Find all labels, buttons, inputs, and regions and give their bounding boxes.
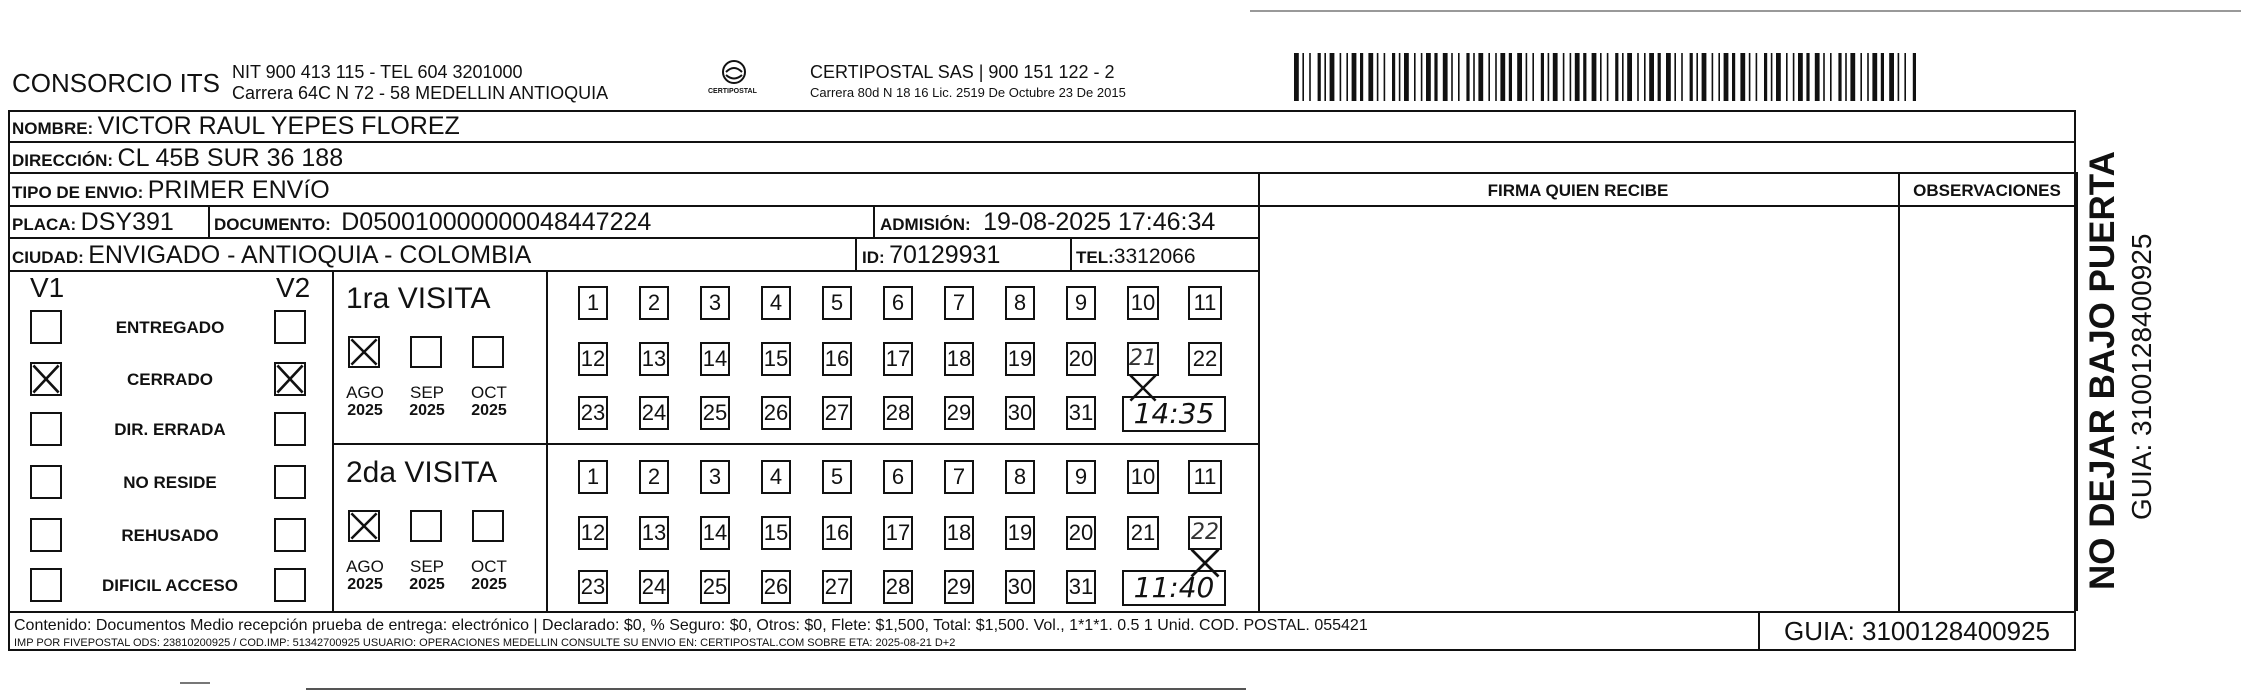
day-box[interactable]: 15 (761, 516, 791, 550)
shipment-type-value: PRIMER ENVíO (147, 176, 330, 204)
tel-label: TEL: (1076, 248, 1114, 267)
day-box[interactable]: 9 (1066, 460, 1096, 494)
day-box[interactable]: 9 (1066, 286, 1096, 320)
day-box[interactable]: 27 (822, 570, 852, 604)
company-name: CONSORCIO ITS (12, 68, 221, 98)
v2-checkbox[interactable] (274, 412, 306, 446)
day-box[interactable]: 22 (1188, 342, 1222, 376)
v1-checkbox[interactable] (30, 412, 62, 446)
year-label: 2025 (347, 576, 383, 593)
day-box[interactable]: 2 (639, 286, 669, 320)
year-label: 2025 (409, 402, 445, 419)
visit-title: 2da VISITA (346, 456, 498, 489)
day-box[interactable]: 26 (761, 396, 791, 430)
status-label: NO RESIDE (123, 473, 217, 492)
day-box[interactable]: 7 (944, 286, 974, 320)
print-info-line: IMP POR FIVEPOSTAL ODS: 23810200925 / COD.IMP: 51342700925 USUARIO: OPERACIONES MEDELLIN CONSULTE SU ENVIO EN: CERTIPOSTAL.COM SOBRE ETA: 2025-08-21 D+2 (14, 637, 956, 649)
carrier-info-line1: CERTIPOSTAL SAS | 900 151 122 - 2 (810, 62, 1115, 82)
day-box[interactable]: 30 (1005, 570, 1035, 604)
id-value: 70129931 (889, 241, 1001, 269)
month-checkbox[interactable] (348, 510, 380, 542)
day-box[interactable]: 12 (578, 342, 608, 376)
month-label: SEP (409, 557, 445, 576)
day-box[interactable]: 15 (761, 342, 791, 376)
day-box[interactable]: 7 (944, 460, 974, 494)
day-box[interactable]: 14 (700, 516, 730, 550)
day-box[interactable]: 11 (1188, 460, 1222, 494)
day-box[interactable]: 19 (1005, 516, 1035, 550)
plate-value: DSY391 (80, 208, 174, 236)
day-box[interactable]: 19 (1005, 342, 1035, 376)
day-box[interactable]: 10 (1127, 460, 1159, 494)
day-box[interactable]: 30 (1005, 396, 1035, 430)
certipostal-logo (704, 58, 764, 102)
day-box[interactable]: 24 (639, 570, 669, 604)
city-value: ENVIGADO - ANTIOQUIA - COLOMBIA (88, 241, 532, 269)
x-mark-icon (32, 364, 60, 394)
year-label: 2025 (347, 402, 383, 419)
v2-checkbox[interactable] (274, 568, 306, 602)
day-box[interactable]: 18 (944, 342, 974, 376)
year-label: 2025 (409, 576, 445, 593)
day-box[interactable]: 5 (822, 286, 852, 320)
visit-time: 11:40 (1122, 570, 1226, 606)
day-box[interactable]: 25 (700, 396, 730, 430)
scan-line (306, 688, 1246, 690)
month-label: OCT (471, 557, 507, 576)
observations-header: OBSERVACIONES (1913, 181, 2061, 200)
day-box[interactable]: 18 (944, 516, 974, 550)
city-field (12, 243, 531, 268)
status-label: DIR. ERRADA (114, 420, 226, 439)
day-box[interactable]: 29 (944, 570, 974, 604)
name-value: VICTOR RAUL YEPES FLOREZ (97, 112, 460, 140)
v2-checkbox[interactable] (274, 465, 306, 499)
contents-line: Contenido: Documentos Medio recepción prueba de entrega: electrónico | Declarado: $0, % Seguro: $0, Otros: $0, Flete: $1,500, Total: $1,500. Vol., 1*1*1. 0.5 1 Unid. COD. POSTAL. 055421 (14, 617, 1368, 634)
day-box[interactable]: 26 (761, 570, 791, 604)
v1-checkbox[interactable] (30, 362, 62, 396)
day-box[interactable]: 13 (639, 516, 669, 550)
month-label: AGO (346, 383, 384, 402)
v1-checkbox[interactable] (30, 310, 62, 344)
day-box[interactable]: 20 (1066, 516, 1096, 550)
id-field (862, 243, 1000, 268)
x-mark-icon (350, 338, 378, 366)
v2-checkbox[interactable] (274, 310, 306, 344)
year-label: 2025 (471, 402, 507, 419)
day-box[interactable]: 28 (883, 570, 913, 604)
day-box[interactable]: 16 (822, 342, 852, 376)
year-label: 2025 (471, 576, 507, 593)
status-label: REHUSADO (121, 526, 219, 545)
month-checkbox[interactable] (410, 510, 442, 542)
v2-checkbox[interactable] (274, 518, 306, 552)
day-box[interactable]: 3 (700, 460, 730, 494)
tel-field (1076, 246, 1196, 267)
day-box[interactable]: 5 (822, 460, 852, 494)
shipment-type-field (12, 178, 330, 203)
month-label: OCT (471, 383, 507, 402)
side-warning: NO DEJAR BAJO PUERTA (2083, 151, 2122, 590)
side-guide-number: GUIA: 3100128400925 (2126, 233, 2157, 520)
logo-text: CERTIPOSTAL (708, 88, 757, 95)
day-box[interactable]: 25 (700, 570, 730, 604)
day-box[interactable]: 6 (883, 460, 913, 494)
name-field (12, 114, 460, 139)
day-box[interactable]: 31 (1066, 570, 1096, 604)
v1-checkbox[interactable] (30, 465, 62, 499)
day-box[interactable]: 13 (639, 342, 669, 376)
footer-guide-number: GUIA: 3100128400925 (1784, 616, 2050, 646)
x-mark-icon (276, 364, 304, 394)
day-box[interactable]: 28 (883, 396, 913, 430)
address-label: DIRECCIÓN: (12, 151, 114, 170)
plate-field (12, 210, 174, 235)
barcode-icon (1292, 53, 1922, 101)
x-mark-icon (350, 512, 378, 540)
day-box[interactable]: 10 (1127, 286, 1159, 320)
day-box[interactable]: 11 (1188, 286, 1222, 320)
scan-line (180, 682, 210, 684)
month-label: AGO (346, 557, 384, 576)
day-box[interactable]: 17 (883, 516, 913, 550)
status-label: CERRADO (127, 370, 213, 389)
day-box[interactable]: 8 (1005, 286, 1035, 320)
v1-checkbox[interactable] (30, 518, 62, 552)
month-checkbox[interactable] (472, 336, 504, 368)
day-box[interactable]: 4 (761, 286, 791, 320)
day-box[interactable]: 17 (883, 342, 913, 376)
city-label: CIUDAD: (12, 248, 84, 267)
day-box[interactable]: 14 (700, 342, 730, 376)
carrier-info-line2: Carrera 80d N 18 16 Lic. 2519 De Octubre 23 De 2015 (810, 85, 1126, 100)
day-box[interactable]: 23 (578, 396, 608, 430)
month-label: SEP (409, 383, 445, 402)
visit-time: 14:35 (1122, 396, 1226, 432)
month-checkbox[interactable] (410, 336, 442, 368)
status-label: DIFICIL ACCESO (101, 576, 238, 595)
day-box[interactable]: 20 (1066, 342, 1096, 376)
day-box[interactable]: 27 (822, 396, 852, 430)
v1-checkbox[interactable] (30, 568, 62, 602)
tel-value: 3312066 (1113, 245, 1196, 268)
day-box[interactable]: 1 (578, 460, 608, 494)
id-label: ID: (862, 248, 885, 267)
visit-title: 1ra VISITA (346, 282, 491, 315)
shipment-type-label: TIPO DE ENVIO: (12, 183, 144, 202)
day-box[interactable]: 24 (639, 396, 669, 430)
name-label: NOMBRE: (12, 119, 94, 138)
day-box[interactable]: 22 (1188, 516, 1222, 550)
document-label: DOCUMENTO: (214, 215, 331, 234)
day-box[interactable]: 1 (578, 286, 608, 320)
v1-label: V1 (30, 272, 65, 303)
month-checkbox[interactable] (348, 336, 380, 368)
status-label: ENTREGADO (115, 318, 225, 337)
admission-field (880, 210, 1215, 235)
document-field (214, 210, 651, 235)
day-box[interactable]: 2 (639, 460, 669, 494)
address-value: CL 45B SUR 36 188 (117, 144, 344, 172)
day-box[interactable]: 23 (578, 570, 608, 604)
address-field (12, 146, 343, 171)
day-box[interactable]: 21 (1127, 516, 1159, 550)
v2-label: V2 (276, 272, 311, 303)
company-info-line2: Carrera 64C N 72 - 58 MEDELLIN ANTIOQUIA (232, 83, 609, 103)
company-info-line1: NIT 900 413 115 - TEL 604 3201000 (232, 62, 523, 82)
logo-icon (704, 58, 764, 102)
admission-label: ADMISIÓN: (880, 215, 971, 234)
day-box[interactable]: 21 (1127, 342, 1159, 376)
signature-header: FIRMA QUIEN RECIBE (1487, 181, 1669, 200)
day-box[interactable]: 4 (761, 460, 791, 494)
day-box[interactable]: 12 (578, 516, 608, 550)
plate-label: PLACA: (12, 215, 77, 234)
day-box[interactable]: 16 (822, 516, 852, 550)
day-box[interactable]: 29 (944, 396, 974, 430)
day-box[interactable]: 31 (1066, 396, 1096, 430)
scan-line (1250, 10, 2241, 12)
day-box[interactable]: 8 (1005, 460, 1035, 494)
v2-checkbox[interactable] (274, 362, 306, 396)
document-value: D050010000000048447224 (341, 208, 652, 236)
day-box[interactable]: 6 (883, 286, 913, 320)
admission-value: 19-08-2025 17:46:34 (983, 208, 1216, 236)
month-checkbox[interactable] (472, 510, 504, 542)
day-box[interactable]: 3 (700, 286, 730, 320)
